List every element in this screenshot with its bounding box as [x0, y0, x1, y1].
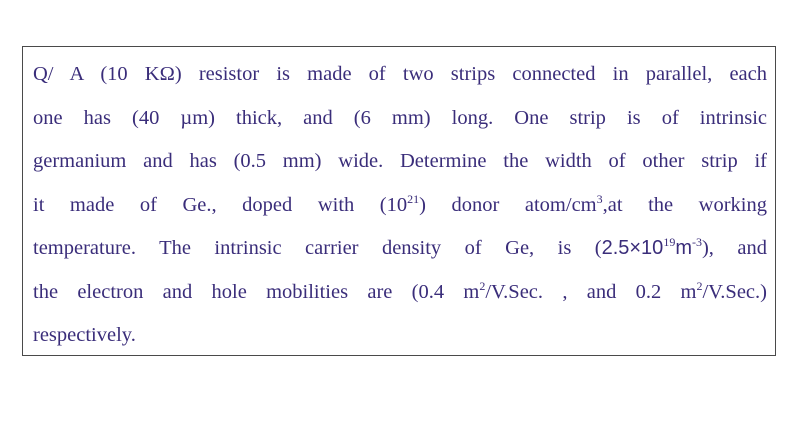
- problem-line-7: respectively.: [33, 324, 136, 346]
- carrier-density-value: 2.5×10: [601, 237, 664, 259]
- exponent-2-second: 2: [696, 278, 703, 293]
- problem-line-4-part-a: it made of Ge., doped with (10: [33, 193, 408, 216]
- problem-line-2: one has (40 µm) thick, and (6 mm) long. One strip is of intrinsic: [33, 106, 767, 129]
- problem-line-6: [33, 271, 767, 315]
- problem-text: [33, 53, 767, 358]
- exponent-minus-3: -3: [691, 235, 702, 249]
- problem-line-4-part-c: ,at the working: [602, 193, 767, 216]
- problem-line-5: [33, 227, 767, 271]
- exponent-2-first: 2: [479, 278, 486, 293]
- problem-line-5-part-b: ), and: [701, 237, 767, 259]
- problem-line-1: Q/ A (10 KΩ) resistor is made of two strips connected in parallel, each: [33, 63, 767, 85]
- exponent-19: 19: [663, 235, 676, 249]
- problem-line-5-part-a: temperature. The intrinsic carrier density of Ge, is (: [33, 237, 602, 259]
- problem-line-6-part-c: /V.Sec.): [702, 280, 767, 303]
- problem-line-6-part-a: the electron and hole mobilities are (0.4 m: [33, 280, 480, 303]
- problem-line-3: germanium and has (0.5 mm) wide. Determine the width of other strip if: [33, 150, 767, 172]
- exponent-3: 3: [596, 191, 603, 206]
- problem-line-6-part-b: /V.Sec. , and 0.2 m: [485, 280, 697, 303]
- carrier-density-unit: m: [675, 237, 692, 259]
- problem-line-4: [33, 184, 767, 228]
- problem-box: [22, 46, 776, 356]
- exponent-21: 21: [407, 191, 420, 206]
- problem-line-4-part-b: ) donor atom/cm: [419, 193, 597, 216]
